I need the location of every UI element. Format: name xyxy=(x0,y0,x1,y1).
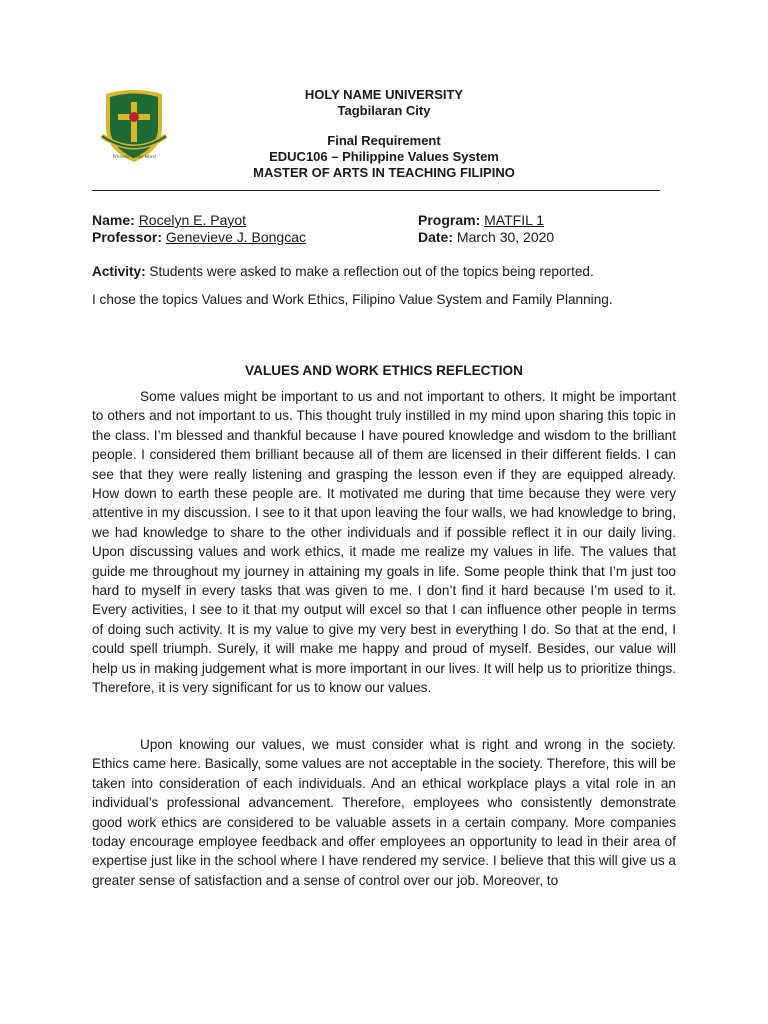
requirement-title: Final Requirement xyxy=(327,133,441,148)
logo-motto: Witness to the Word xyxy=(112,154,156,160)
activity-label: Activity: xyxy=(92,264,146,279)
date-row xyxy=(418,229,554,246)
header-divider xyxy=(92,190,660,191)
date-label: Date: xyxy=(418,229,454,245)
program-label: Program: xyxy=(418,212,481,228)
name-value: Rocelyn E. Payot xyxy=(138,212,247,228)
professor-value: Genevieve J. Bongcac xyxy=(165,229,307,245)
date-value: March 30, 2020 xyxy=(456,229,555,245)
university-city: Tagbilaran City xyxy=(337,103,431,118)
program-value: MATFIL 1 xyxy=(484,212,545,228)
chosen-topics-text: I chose the topics Values and Work Ethics, Filipino Value System and Family Planning. xyxy=(92,292,613,307)
program-row xyxy=(418,212,544,229)
name-label: Name: xyxy=(92,212,135,228)
professor-row xyxy=(92,229,306,246)
activity-line xyxy=(92,263,676,280)
professor-label: Professor: xyxy=(92,229,163,245)
student-name-row xyxy=(92,212,246,229)
paragraph-2: Upon knowing our values, we must consider what is right and wrong in the society. Ethics came here. Basically, some values are not acceptable in the society. Therefore, this will be taken into consideration of each individuals. And an ethical workplace plays a vital role in an individual’s professional advancement. Therefore, employees who consistently demonstrate good work ethics are considered to be valuable assets in a certain company. More companies today encourage employee feedback and offer employees an opportunity to lead in their area of expertise just like in the school where I have rendered my service. I believe that this will give us a greater sense of satisfaction and a sense of control over our job. Moreover, to xyxy=(92,737,676,888)
program-title: MASTER OF ARTS IN TEACHING FILIPINO xyxy=(253,165,515,180)
course-title: EDUC106 – Philippine Values System xyxy=(269,149,499,164)
university-name: HOLY NAME UNIVERSITY xyxy=(304,87,464,102)
activity-text: Students were asked to make a reflection out of the topics being reported. xyxy=(149,264,594,279)
paragraph-1: Some values might be important to us and not important to others. It might be important to others and not important to us. This thought truly instilled in my mind upon sharing this topic in the class. I’m blessed and thankful because I have poured knowledge and wisdom to the brilliant people. I considered them brilliant because all of them are licensed in their different fields. I can see that they were really listening and grasping the lesson even if they are equipped already. How down to earth these people are. It motivated me during that time because they were very attentive in my discussion. I see to it that upon leaving the four walls, we had knowledge to bring, we had knowledge to share to the other individuals and if possible reflect it in our daily living. Upon discussing values and work ethics, it made me realize my values in life. The values that guide me throughout my journey in attaining my goals in life. Some people think that I’m just too hard to myself in every tasks that was given to me. I don’t find it hard because I’m used to it. Every activities, I see to it that my output will excel so that I can influence other people in terms of doing such activity. It is my value to give my very best in everything I do. So that at the end, I could spell triumph. Surely, it will make me happy and proud of myself. Besides, our value will help us in making judgement what is more important in our lives. It will help us to prioritize things. Therefore, it is very significant for us to know our values. xyxy=(92,389,676,696)
section-title: VALUES AND WORK ETHICS REFLECTION xyxy=(245,363,523,378)
